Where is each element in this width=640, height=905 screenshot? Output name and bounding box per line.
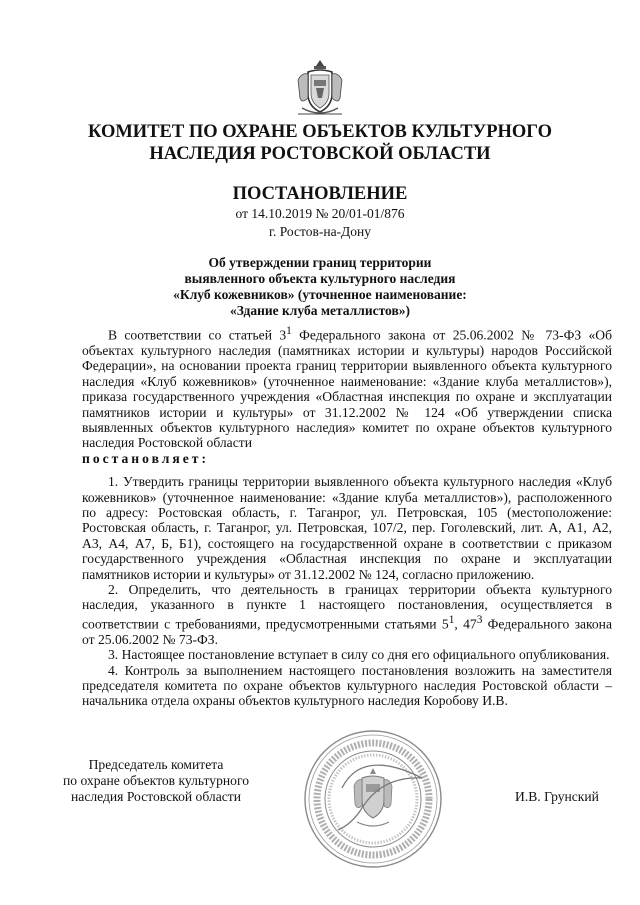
item-4-paragraph: 4. Контроль за выполнением настоящего постановления возложить на заместителя председателя комитета по охране объектов культурного наследия Ростовской области – начальника отдела охраны объектов культурного наследия Коробову И.В. bbox=[82, 662, 612, 709]
document-city: г. Ростов-на-Дону bbox=[268, 224, 371, 239]
document-body bbox=[82, 324, 612, 709]
subject-line-2: выявленного объекта культурного наследия bbox=[184, 271, 456, 286]
signatory-name: И.В. Грунский bbox=[515, 789, 599, 804]
item-2-text-1: 2. Определить, что деятельность в границах территории объекта культурного наследия, указанного в пункте 1 настоящего постановления, осуществляется в соответствии с требованиями, предусмотренными статьями 5 bbox=[82, 582, 612, 632]
subject-line-3: «Клуб кожевников» (уточненное наименование: bbox=[173, 287, 467, 302]
item-2-paragraph bbox=[82, 582, 612, 647]
item-2-text-3: Федерального закона от 25.06.2002 № 73-ФЗ. bbox=[82, 616, 612, 647]
coat-of-arms-emblem bbox=[294, 58, 346, 118]
position-line-2: по охране объектов культурного bbox=[62, 773, 250, 788]
document-date-number: от 14.10.2019 № 20/01-01/876 bbox=[235, 206, 405, 221]
item-1-paragraph: 1. Утвердить границы территории выявленного объекта культурного наследия «Клуб кожевников» (уточненное наименование: «Здание клуба металлистов»), расположенного по адресу: Ростовская область, г. Таганрог, ул. Петровская, 105 (местоположение: Ростовская область, г. Таганрог, ул. Петровская, 107/2, пер. Гоголевский, лит. А, А1, А2, А3, А4, А7, Б, Б1), состоящего на государственной охране в соответствии с приказом государственного учреждения «Областная инспекция по охране и эксплуатации памятников истории и культуры» от 31.12.2002 № 124, согласно приложению. bbox=[82, 474, 612, 582]
item-2-superscript-1: 1 bbox=[448, 613, 455, 626]
document-type: ПОСТАНОВЛЕНИЕ bbox=[232, 184, 408, 204]
position-line-1: Председатель комитета bbox=[88, 757, 224, 772]
subject-line-4: «Здание клуба металлистов») bbox=[229, 303, 410, 318]
committee-line-1: КОМИТЕТ ПО ОХРАНЕ ОБЪЕКТОВ КУЛЬТУРНОГО bbox=[88, 122, 552, 142]
preamble-text-1: В соответствии со статьей 3 bbox=[108, 327, 287, 343]
committee-name bbox=[40, 121, 600, 165]
subject-line-1: Об утверждении границ территории bbox=[208, 255, 432, 270]
position-line-3: наследия Ростовской области bbox=[71, 789, 241, 804]
item-3-paragraph: 3. Настоящее постановление вступает в силу со дня его официального опубликования. bbox=[108, 647, 610, 663]
preamble-superscript: 1 bbox=[286, 325, 292, 337]
preamble-text-2: Федерального закона от 25.06.2002 № 73-ФЗ «Об объектах культурного наследия (памятниках истории и культуры) народов Российской Федерации», на основании проекта границ территории выявленного объекта культурного наследия «Клуб кожевников» (уточненное наименование: «Здание клуба металлистов»), приказа государственного учреждения «Областная инспекция по охране и эксплуатации памятников истории и культуры» от 31.12.2002 № 124 «Об утверждении списка выявленных объектов культурного наследия» комитет по охране объектов культурного наследия Ростовской области bbox=[82, 327, 612, 451]
item-2-superscript-2: 3 bbox=[476, 613, 483, 626]
item-2-text-2: , 47 bbox=[454, 616, 477, 632]
committee-line-2: НАСЛЕДИЯ РОСТОВСКОЙ ОБЛАСТИ bbox=[149, 144, 491, 164]
decree-word: постановляет: bbox=[82, 450, 209, 466]
preamble-paragraph bbox=[82, 324, 612, 451]
signatory-position bbox=[46, 757, 266, 805]
official-seal-stamp bbox=[302, 728, 444, 870]
document-subject bbox=[60, 255, 580, 319]
